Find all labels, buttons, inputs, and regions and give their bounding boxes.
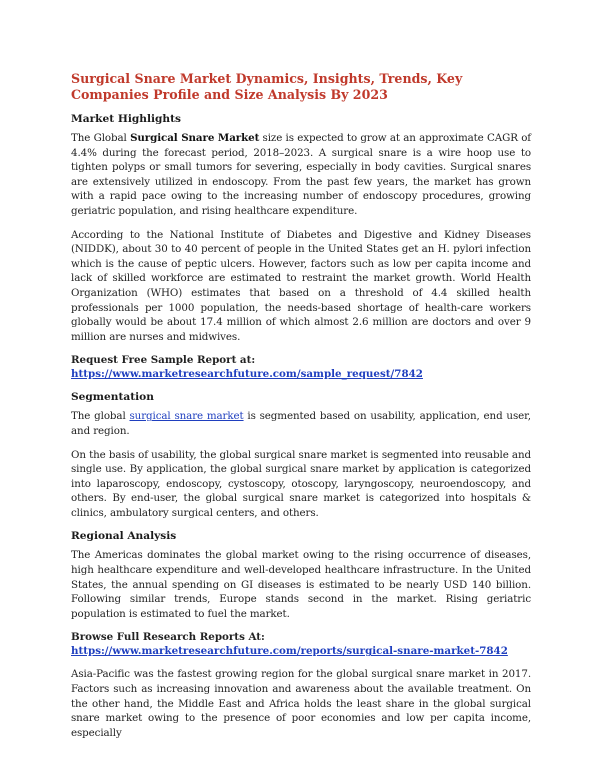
segmentation-paragraph-2: On the basis of usability, the global surgical snare market is segmented into reusable and single use. By application, the global surgical snare market by application is categorized into laparoscopy, endoscopy, cystoscopy, otoscopy, laryngoscopy, neuroendoscopy, and others. By end-user, the global surgical snare market is categorized into hospitals & clinics, ambulatory surgical centers, and others. [71, 448, 531, 519]
highlights-p1-post: size is expected to grow at an approximate CAGR of 4.4% during the forecast period, 2018–2023. A surgical snare is a wire hoop use to tighten polyps or small tumors for severing, especially in body cavities. Surgical snares are extensively utilized in endoscopy. From the past few years, the market has grown with a rapid pace owing to the increasing number of endoscopy procedures, growing geriatric population, and rising healthcare expenditure. [71, 132, 532, 217]
segmentation-heading: Segmentation [71, 391, 154, 404]
highlights-p1-pre: The Global [71, 132, 131, 144]
browse-reports-label: Browse Full Research Reports At: [71, 631, 265, 644]
regional-analysis-paragraph: The Americas dominates the global market owing to the rising occurrence of diseases, high healthcare expenditure and well-developed healthcare infrastructure. In the United States, the annual spending on GI diseases is estimated to be nearly USD 140 billion. Following similar trends, Europe stands second in the market. Rising geriatric population is estimated to fuel the market. [71, 549, 531, 620]
surgical-snare-market-link[interactable]: surgical snare market [129, 410, 244, 423]
page-title: Surgical Snare Market Dynamics, Insights, Trends, Key Companies Profile and Size Analysis By 2023 [71, 71, 463, 102]
browse-reports-link[interactable]: https://www.marketresearchfuture.com/reports/surgical-snare-market-7842 [71, 645, 508, 658]
highlights-p1-bold: Surgical Snare Market [130, 132, 260, 144]
sample-report-block [71, 353, 531, 381]
market-highlights-paragraph-1 [71, 131, 531, 219]
segmentation-paragraph-1 [71, 409, 531, 438]
regional-analysis-heading: Regional Analysis [71, 530, 177, 543]
market-highlights-heading: Market Highlights [71, 113, 181, 125]
segmentation-p1-pre: The global [71, 410, 130, 423]
asia-pacific-paragraph: Asia-Pacific was the fastest growing region for the global surgical snare market in 2017. Factors such as increasing innovation and awareness about the available treatment. On the other hand, the Middle East and Africa holds the least share in the global surgical snare market owing to the presence of poor economies and low per capita income, especially [71, 668, 531, 739]
browse-reports-block [71, 630, 531, 658]
sample-report-label: Request Free Sample Report at: [71, 354, 256, 367]
sample-report-link[interactable]: https://www.marketresearchfuture.com/sample_request/7842 [71, 368, 423, 381]
market-highlights-paragraph-2: According to the National Institute of Diabetes and Digestive and Kidney Diseases (NIDDK), about 30 to 40 percent of people in the United States get an H. pylori infection which is the cause of peptic ulcers. However, factors such as low per capita income and lack of skilled workforce are estimated to restraint the market growth. World Health Organization (WHO) estimates that based on a threshold of 4.4 skilled health professionals per 1000 population, the needs-based shortage of health-care workers globally would be about 17.4 million of which almost 2.6 million are doctors and over 9 million are nurses and midwives. [71, 228, 531, 343]
segmentation-p1-post: is segmented based on usability, application, end user, and region. [71, 410, 531, 437]
document-content [71, 71, 531, 749]
